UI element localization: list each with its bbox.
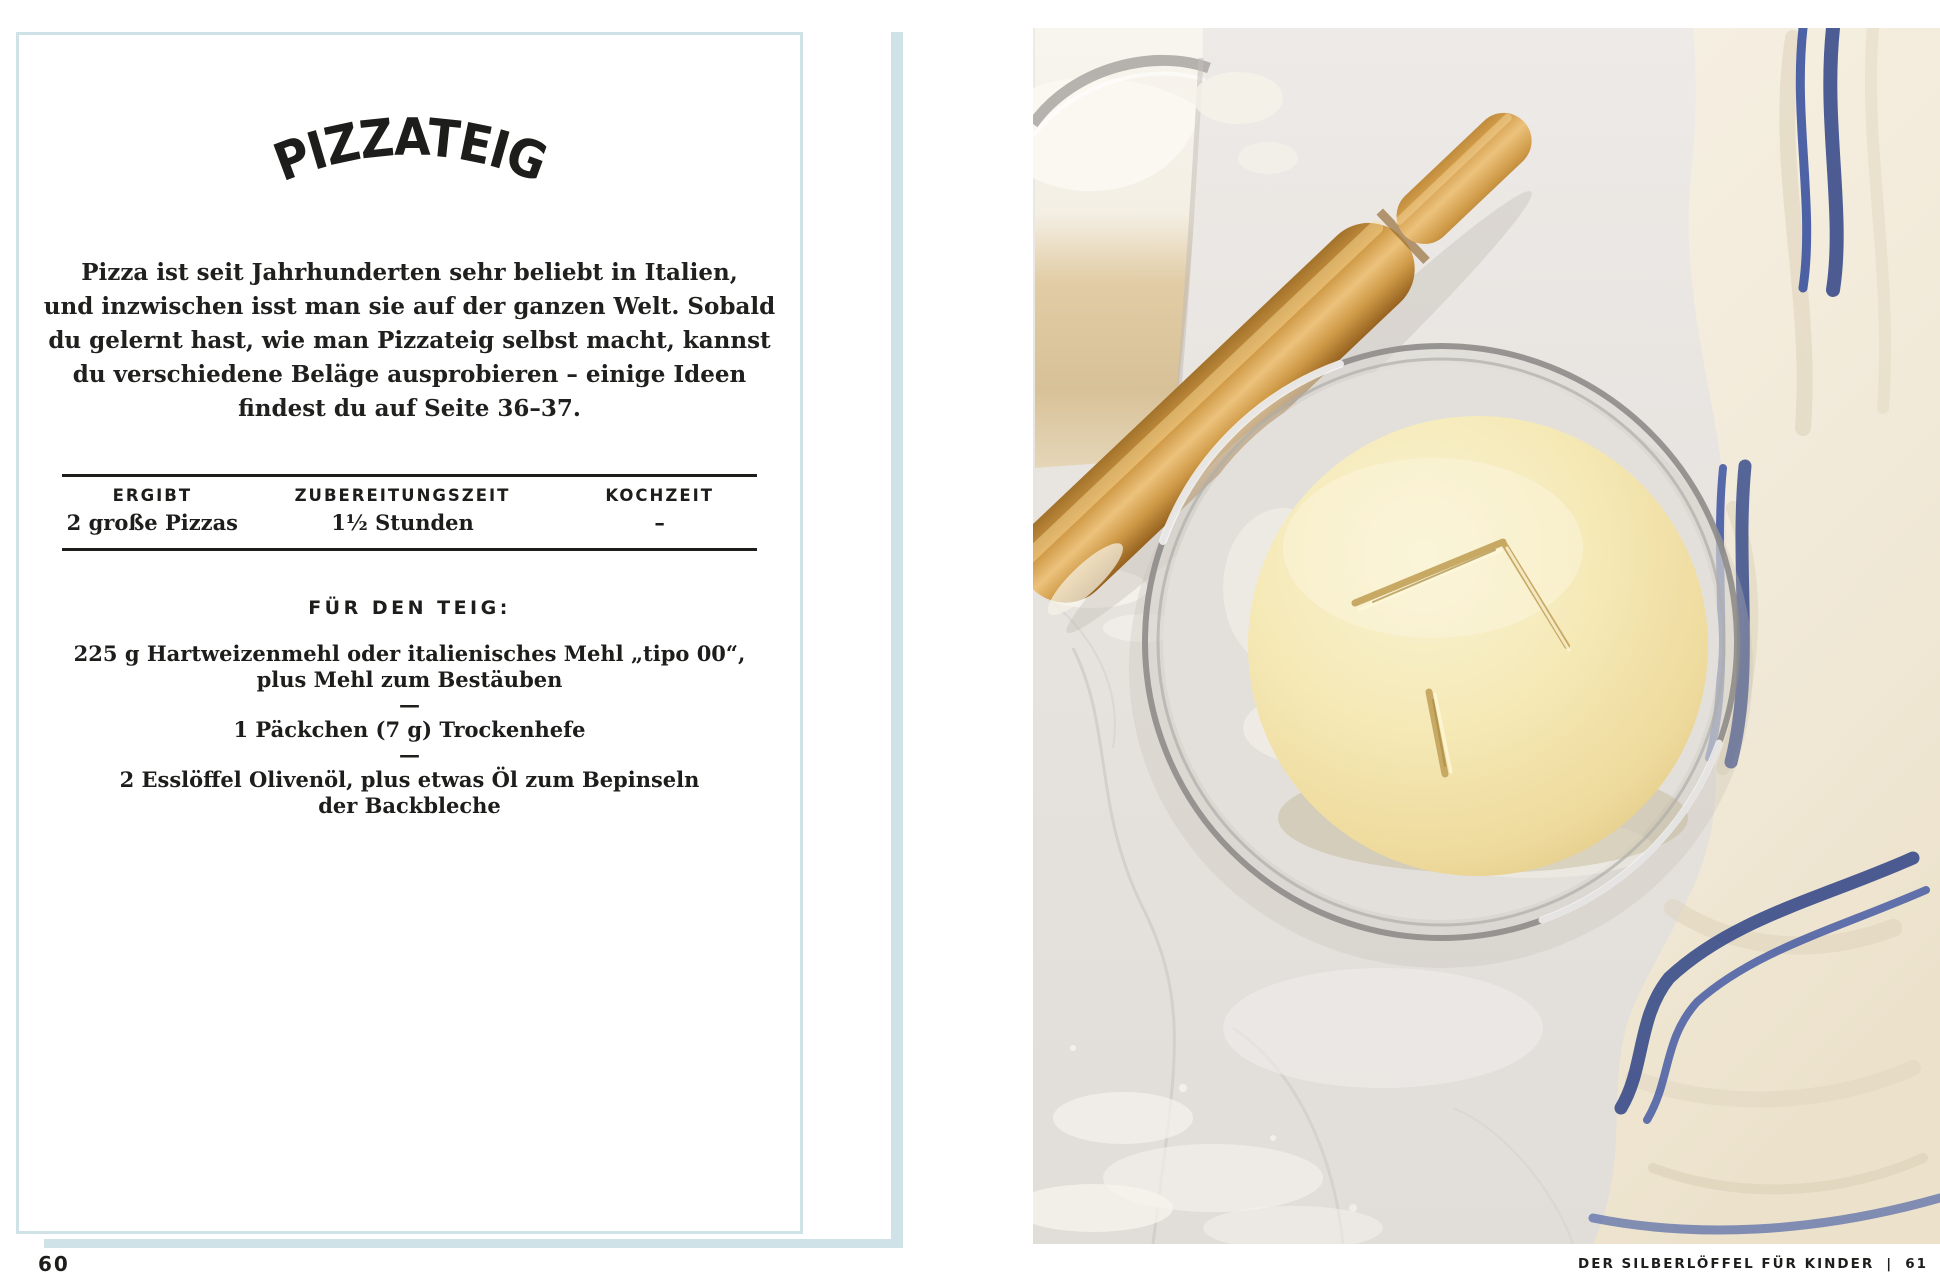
footer-book-title: DER SILBERLÖFFEL FÜR KINDER xyxy=(1578,1256,1875,1272)
intro-line: findest du auf Seite 36–37. xyxy=(238,395,581,422)
info-col-yield xyxy=(62,486,243,535)
ingredient-line: 225 g Hartweizenmehl oder italienisches Mehl „tipo 00“, xyxy=(73,641,746,666)
recipe-intro xyxy=(16,256,803,426)
recipe-photo xyxy=(1033,28,1940,1244)
frame-shadow-bottom xyxy=(44,1239,903,1248)
intro-line: Pizza ist seit Jahrhunderten sehr beliebt in Italien, xyxy=(81,259,738,286)
footer-divider: | xyxy=(1886,1256,1894,1272)
footer xyxy=(1578,1256,1928,1272)
intro-line: du gelernt hast, wie man Pizzateig selbst macht, kannst xyxy=(48,327,771,354)
cooktime-value: – xyxy=(654,510,665,535)
yield-value: 2 große Pizzas xyxy=(66,510,239,535)
recipe-title-text: PIZZATEIG xyxy=(265,107,557,196)
ingredient-line: plus Mehl zum Bestäuben xyxy=(256,667,563,692)
recipe-page xyxy=(16,32,803,819)
intro-line: du verschiedene Beläge ausprobieren – einige Ideen xyxy=(72,361,747,388)
ingredient-separator: — xyxy=(399,692,420,717)
right-page-number: 61 xyxy=(1905,1256,1928,1272)
left-page-number: 60 xyxy=(38,1252,70,1276)
info-col-preptime xyxy=(243,486,563,535)
ingredients-heading: FÜR DEN TEIG: xyxy=(308,597,511,619)
info-col-cooktime xyxy=(562,486,757,535)
recipe-title xyxy=(160,80,660,220)
dough-ball xyxy=(1248,416,1708,876)
ingredient-line: 2 Esslöffel Olivenöl, plus etwas Öl zum Bepinseln xyxy=(119,767,700,792)
yield-label: ERGIBT xyxy=(112,486,193,505)
cooktime-label: KOCHZEIT xyxy=(605,486,714,505)
frame-shadow-right xyxy=(891,32,903,1248)
preptime-value: 1½ Stunden xyxy=(331,510,474,535)
intro-line: und inzwischen isst man sie auf der ganzen Welt. Sobald xyxy=(43,293,776,320)
svg-text:PIZZATEIG xyxy=(265,107,557,196)
preptime-label: ZUBEREITUNGSZEIT xyxy=(294,486,511,505)
dough-photo-illustration xyxy=(1033,28,1940,1244)
ingredient-line: 1 Päckchen (7 g) Trockenhefe xyxy=(233,717,586,742)
ingredients-list xyxy=(16,641,803,819)
ingredient-separator: — xyxy=(399,742,420,767)
recipe-info-table xyxy=(62,474,757,551)
ingredient-line: der Backbleche xyxy=(318,793,501,818)
